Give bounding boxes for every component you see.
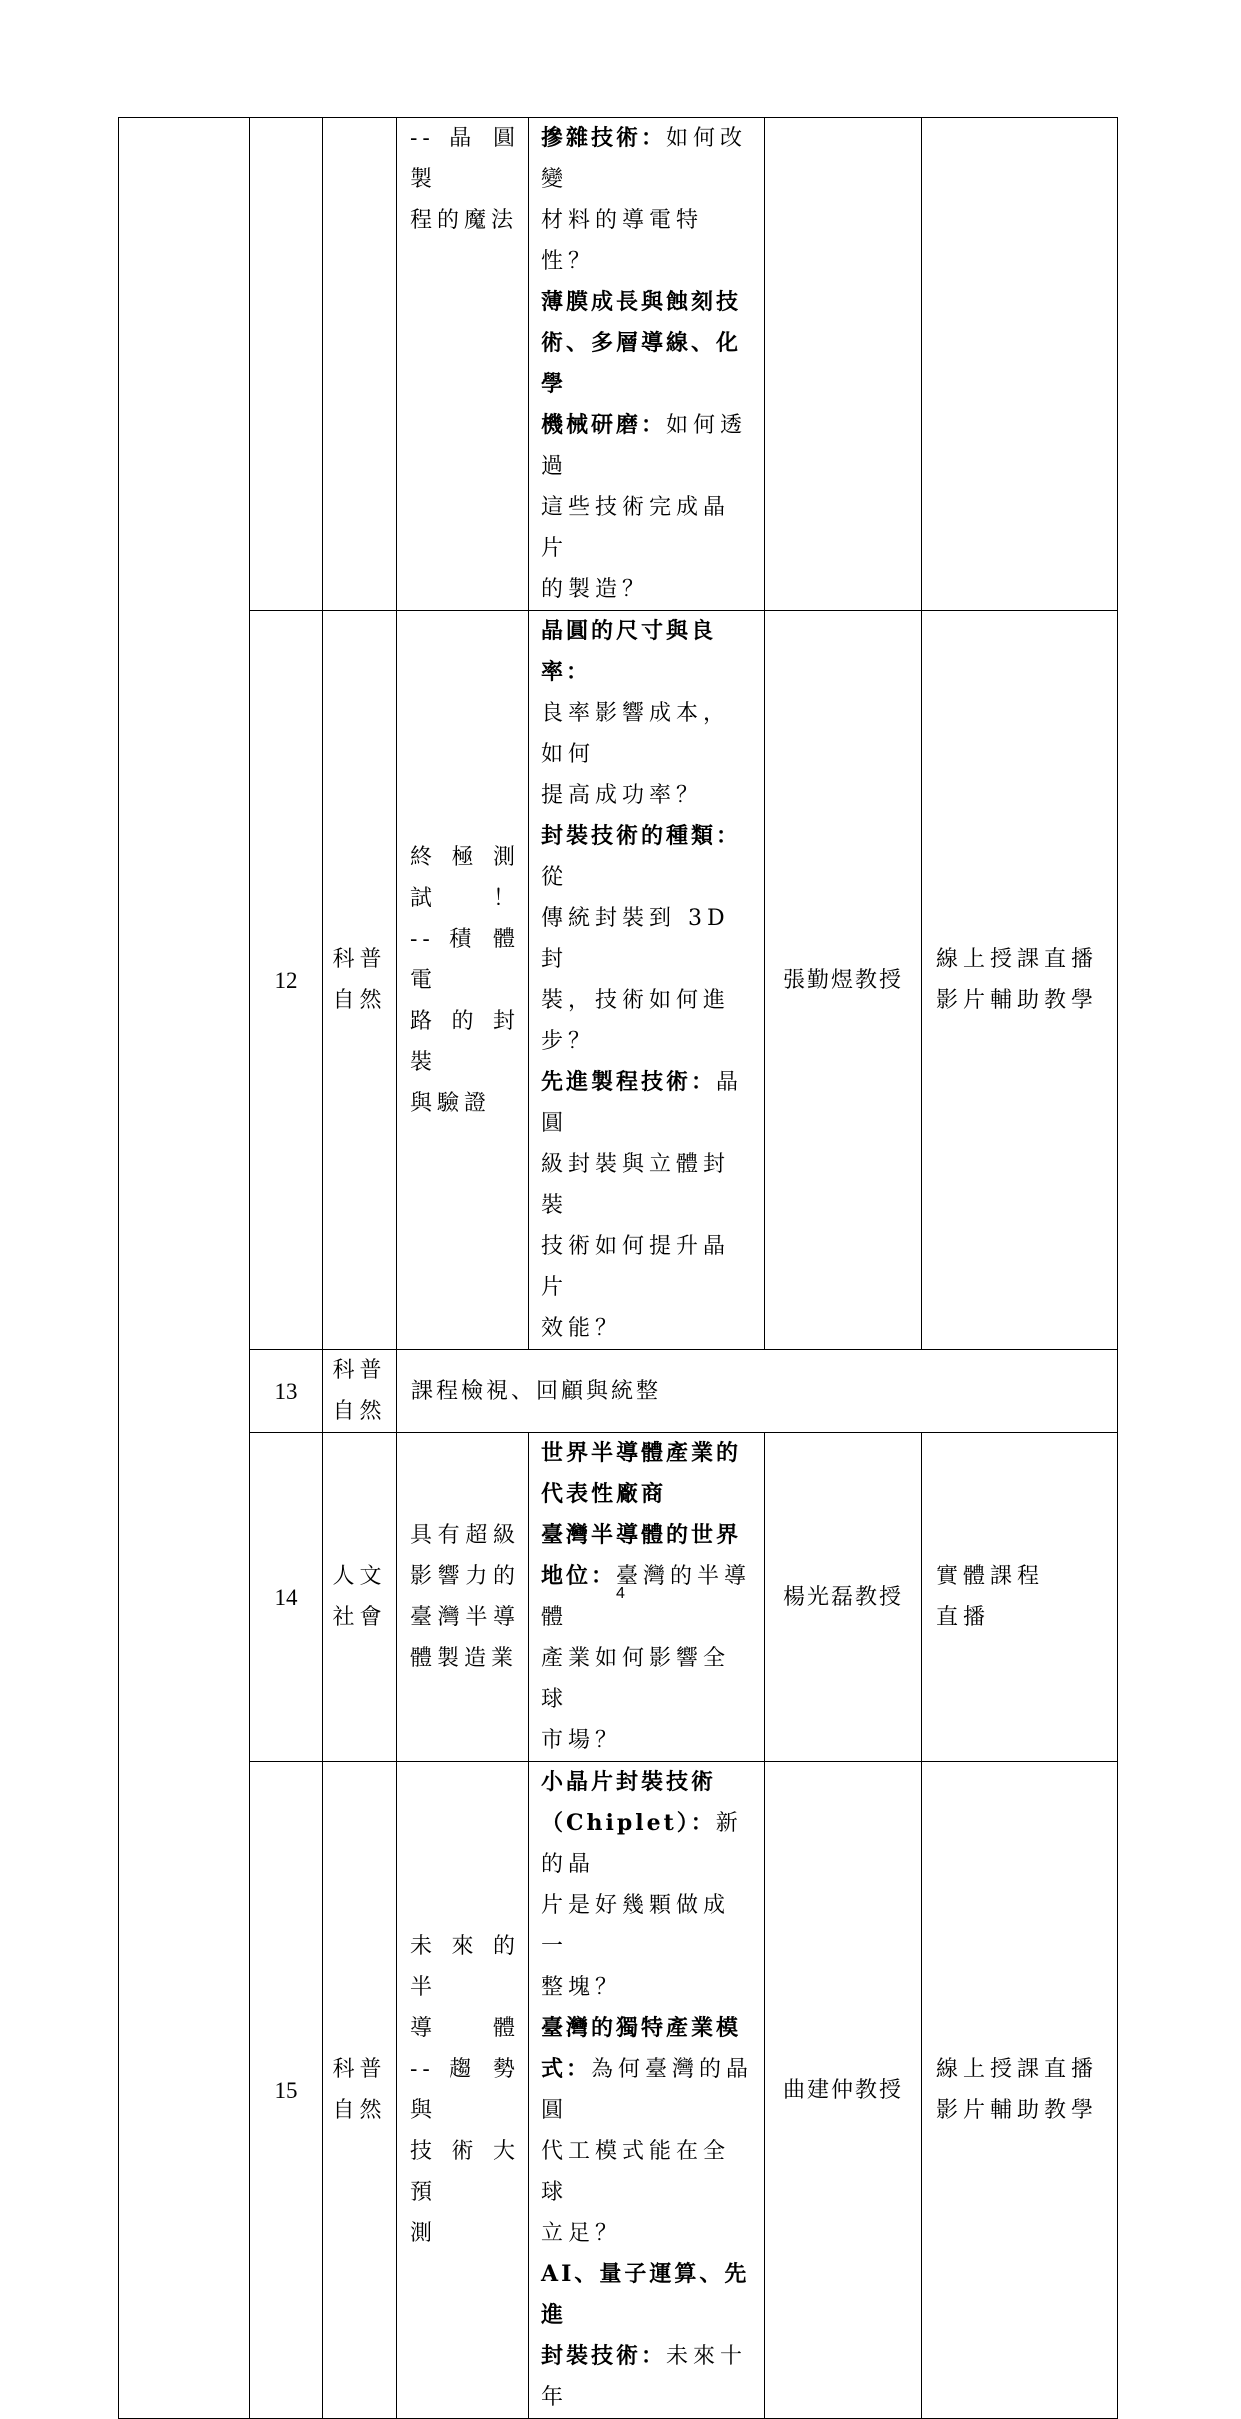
session-number: 15 [250,1762,323,2419]
description-text: 整塊？ [541,1975,623,2000]
description-line [541,2336,754,2418]
cell-line: 與驗證 [410,1090,492,1116]
description-line [541,775,754,816]
description-line [541,1762,754,1803]
cell-line: 程的魔法 [410,208,519,233]
description-text: 裝，技術如何進步？ [541,988,731,1054]
description-line [541,1885,754,1967]
description-heading: 臺灣半導體的世界 [541,1522,742,1548]
description-heading: 小晶片封裝技術 [541,1769,717,1795]
cell-line: -- 晶 圓 製 [410,126,520,192]
cell-line: 線上授課直播 [936,947,1099,972]
description-text: 為何臺灣的晶圓 [541,2057,754,2123]
cell-line: 直播 [936,1605,991,1630]
cell-line: 臺灣半導 [410,1605,520,1630]
cell-line: 社會 [332,1605,387,1630]
description-text: 材料的導電特性？ [541,208,704,274]
category-cell [323,1762,397,2419]
cell-line: 自然 [332,1399,387,1424]
session-number: 14 [250,1433,323,1762]
description-line [541,200,754,282]
description-line [541,569,754,610]
description-text: 市場？ [541,1728,623,1753]
cell-line: 體製造業 [410,1646,519,1671]
topic-cell [397,1762,529,2419]
description-line [541,1515,754,1556]
description-heading: 代表性廠商 [541,1481,667,1507]
description-text: 晶圓 [541,1070,744,1136]
description-line [541,323,754,405]
description-text: 良率影響成本，如何 [541,701,731,767]
description-text: 未來十年 [541,2344,748,2410]
description-line [541,1433,754,1474]
description-heading: 摻雜技術： [541,125,667,151]
cell-line: 科普 [332,947,387,972]
cell-line: 科普 [332,2057,387,2082]
cell-line: 自然 [332,988,387,1013]
description-text: 如何透過 [541,413,748,479]
course-schedule-table [118,117,1118,2419]
description-heading: 式： [541,2056,592,2082]
summary-cell: 課程檢視、回顧與統整 [397,1350,1118,1433]
description-text: 傳統封裝到 3D 封 [541,906,730,972]
description-line [541,816,754,898]
course-schedule-table-wrap [118,117,1118,2419]
description-cell [529,1762,765,2419]
description-text: 的製造？ [541,577,650,602]
description-line [541,1062,754,1144]
teacher-cell [765,118,922,611]
description-heading: 地位： [541,1563,617,1589]
description-text: 片是好幾顆做成一 [541,1893,731,1959]
description-line [541,1803,754,1885]
description-text: 如何改變 [541,126,748,192]
description-line [541,487,754,569]
session-number [250,118,323,611]
description-text: 立足？ [541,2221,623,2246]
cell-line: -- 趨 勢 與 [410,2057,520,2123]
delivery-mode-cell [922,611,1118,1350]
description-heading: 薄膜成長與蝕刻技 [541,289,742,315]
description-text: 這些技術完成晶片 [541,495,731,561]
description-heading: 機械研磨： [541,412,667,438]
cell-line: 技 術 大 預 [410,2139,520,2205]
description-line [541,1967,754,2008]
description-heading: （Chiplet）： [541,1810,716,1836]
description-line [541,1144,754,1226]
description-heading: 先進製程技術： [541,1069,717,1095]
category-cell [323,1350,397,1433]
description-heading: 臺灣的獨特產業模 [541,2015,742,2041]
cell-line: 影片輔助教學 [936,988,1099,1013]
description-line [541,693,754,775]
description-text: 從 [541,865,569,890]
cell-line: 科普 [332,1358,387,1383]
table-row [119,1350,1118,1433]
topic-cell [397,611,529,1350]
description-text: 產業如何影響全球 [541,1646,731,1712]
cell-line: 終 極 測 [410,844,520,870]
teacher-cell: 楊光磊教授 [765,1433,922,1762]
description-line [541,2254,754,2336]
session-number: 12 [250,611,323,1350]
description-line [541,282,754,323]
table-row [119,611,1118,1350]
description-cell [529,611,765,1350]
session-number: 13 [250,1350,323,1433]
cell-line: 人文 [332,1564,387,1589]
description-text: 技術如何提升晶片 [541,1234,731,1300]
description-line [541,898,754,980]
description-heading: 晶圓的尺寸與良率： [541,618,717,685]
topic-cell [397,118,529,611]
description-line [541,1474,754,1515]
description-line [541,118,754,200]
teacher-cell: 張勤煜教授 [765,611,922,1350]
description-line [541,1638,754,1720]
description-text: 代工模式能在全球 [541,2139,731,2205]
blank-left-column [119,118,250,2419]
description-heading: AI、量子運算、先進 [541,2261,750,2328]
description-line [541,2213,754,2254]
description-text: 臺灣的半導體 [541,1564,752,1630]
description-line [541,2008,754,2049]
description-heading: 封裝技術的種類： [541,823,742,849]
delivery-mode-cell [922,1762,1118,2419]
table-row [119,1762,1118,2419]
description-heading: 術、多層導線、化學 [541,330,742,397]
description-heading: 世界半導體產業的 [541,1440,742,1466]
description-line [541,1226,754,1308]
cell-line: 實體課程 [936,1564,1045,1589]
cell-line: -- 積 體 電 [410,926,520,993]
description-heading: 封裝技術： [541,2343,667,2369]
description-text: 新的晶 [541,1811,743,1877]
description-text: 提高成功率？ [541,783,704,808]
cell-line: 自然 [332,2098,387,2123]
cell-line: 線上授課直播 [936,2057,1099,2082]
description-line [541,405,754,487]
category-cell [323,611,397,1350]
cell-line: 影片輔助教學 [936,2098,1099,2123]
description-line [541,2131,754,2213]
cell-line: 路 的 封 裝 [410,1008,520,1075]
category-cell [323,118,397,611]
cell-line: 試！ [410,885,520,911]
page-number: 4 [616,1585,625,1602]
description-text: 級封裝與立體封裝 [541,1152,731,1218]
cell-line: 具有超級 [410,1523,520,1548]
table-row [119,118,1118,611]
cell-line: 未 來 的 半 [410,1934,520,2000]
teacher-cell: 曲建仲教授 [765,1762,922,2419]
description-line [541,2049,754,2131]
description-line [541,611,754,693]
description-line [541,1308,754,1349]
cell-line: 導體 [410,2016,520,2041]
description-cell [529,118,765,611]
description-line [541,980,754,1062]
cell-line: 影響力的 [410,1564,520,1589]
delivery-mode-cell [922,118,1118,611]
description-text: 效能？ [541,1316,623,1341]
cell-line: 測 [410,2221,438,2246]
